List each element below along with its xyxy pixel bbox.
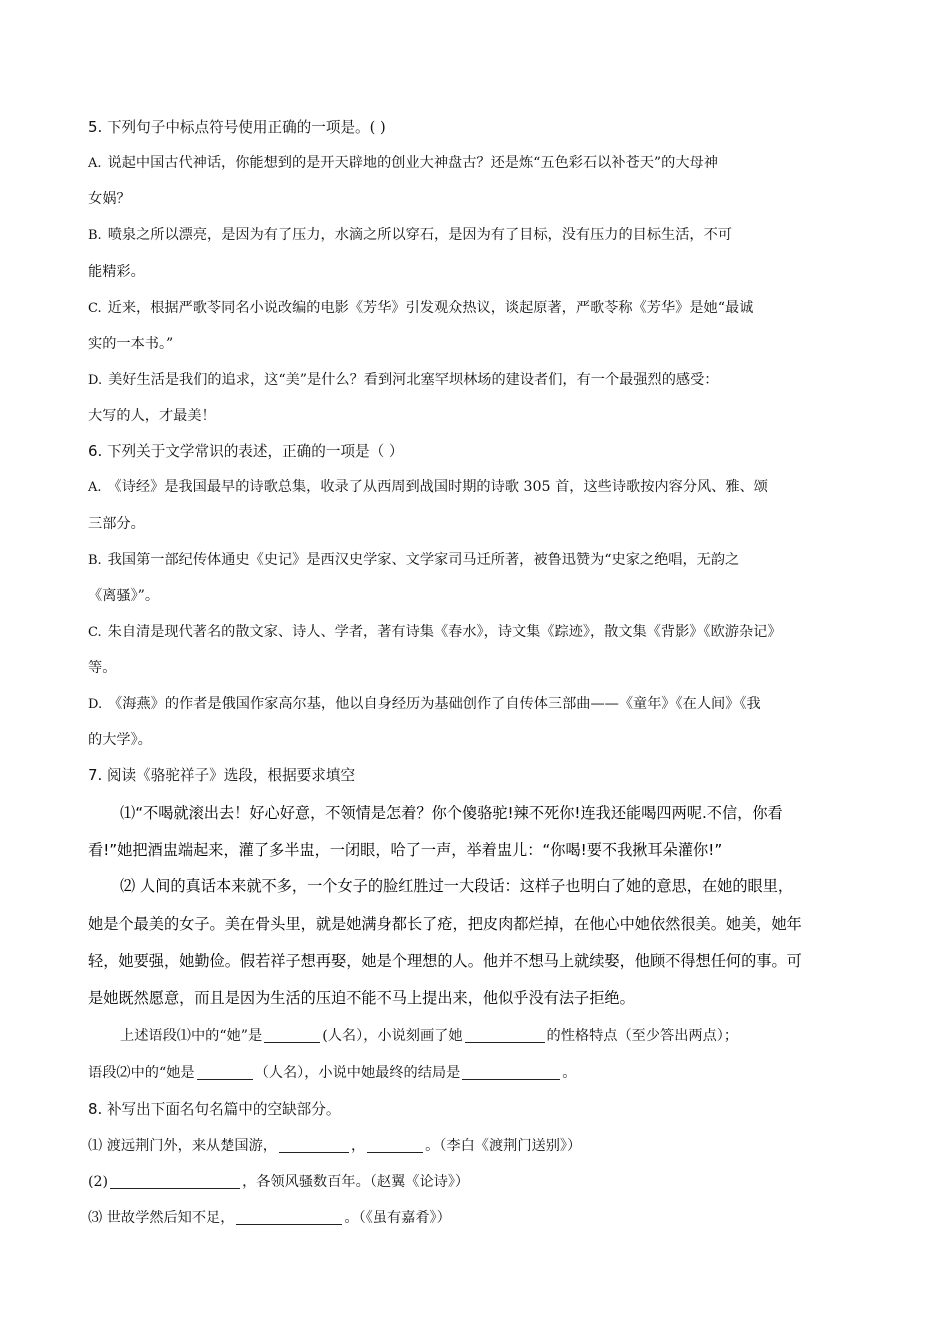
q8-line-1: ⑴ 渡远荆门外，来从楚国游， ， 。（李白《渡荆门送别》） [88,1138,582,1154]
passage-2-line-1: ⑵ 人间的真话本来就不多，一个女子的脸红胜过一大段话：这样子也明白了她的意思，在她的眼里， [120,877,794,895]
question-6-stem: 6. 下列关于文学常识的表述，正确的一项是（ ） [88,442,404,460]
passage-2-line-4: 是她既然愿意，而且是因为生活的压迫不能不马上提出来，他似乎没有法子拒绝。 [88,989,635,1007]
blank-name-1[interactable] [264,1028,320,1043]
q7-fill-line-1: 上述语段⑴中的“她”是 (人名），小说刻画了她 的性格特点（至少答出两点）； [120,1028,739,1044]
q6-option-a: A. 《诗经》是我国最早的诗歌总集，收录了从西周到战国时期的诗歌 305 首，这些诗歌按内容分风、雅、颂 [88,479,768,495]
q8-line-2: (2) ，各领风骚数百年。（赵翼《论诗》） [88,1174,470,1190]
q6-option-a-cont: 三部分。 [88,516,145,532]
question-5-stem: 5. 下列句子中标点符号使用正确的一项是。( ) [88,118,386,136]
q6-option-d: D. 《海燕》的作者是俄国作家高尔基，他以自身经历为基础创作了自传体三部曲——《童年》《在人间》《我 [88,696,761,712]
q7-fill-line-2: 语段⑵中的“她是 （人名），小说中她最终的结局是 。 [88,1065,577,1081]
q6-option-d-cont: 的大学》。 [88,732,152,748]
question-8-stem: 8. 补写出下面名句名篇中的空缺部分。 [88,1100,341,1118]
passage-1-line-2: 看!”她把酒盅端起来，灌了多半盅，一闭眼，哈了一声，举着盅儿：“你喝!要不我揪耳朵灌你!” [88,841,723,859]
q5-option-c-cont: 实的一本书。” [88,336,174,352]
blank-poem-1b[interactable] [367,1138,423,1153]
q5-option-a: A. 说起中国古代神话，你能想到的是开天辟地的创业大神盘古？还是炼“五色彩石以补苍天”的大母神 [88,155,718,171]
passage-2-line-3: 轻，她要强，她勤俭。假若祥子想再娶，她是个理想的人。他并不想马上就续娶，他顾不得想任何的事。可 [88,952,802,970]
q5-option-b: B. 喷泉之所以漂亮，是因为有了压力，水滴之所以穿石，是因为有了目标，没有压力的目标生活，不可 [88,227,732,243]
q6-option-b-cont: 《离骚》”。 [88,588,160,604]
q5-option-d: D. 美好生活是我们的追求，这“美”是什么？看到河北塞罕坝林场的建设者们，有一个最强烈的感受： [88,372,719,388]
blank-poem-1a[interactable] [279,1138,349,1153]
q6-option-b: B. 我国第一部纪传体通史《史记》是西汉史学家、文学家司马迁所著，被鲁迅赞为“史家之绝唱，无韵之 [88,552,740,568]
blank-poem-3[interactable] [236,1210,342,1225]
question-7-stem: 7. 阅读《骆驼祥子》选段，根据要求填空 [88,766,356,784]
q8-line-3: ⑶ 世故学然后知不足， 。（《虽有嘉肴》） [88,1210,451,1226]
q5-option-a-cont: 女娲？ [88,191,131,207]
blank-poem-2[interactable] [110,1174,240,1189]
blank-ending[interactable] [462,1065,560,1080]
passage-1-line-1: ⑴“不喝就滚出去！好心好意，不领情是怎着？你个傻骆驼!辣不死你!连我还能喝四两呢.不信，你看 [120,804,783,822]
blank-traits[interactable] [465,1028,545,1043]
q6-option-c-cont: 等。 [88,660,117,676]
q6-option-c: C. 朱自清是现代著名的散文家、诗人、学者，著有诗集《春水》，诗文集《踪迹》，散文集《背影》《欧游杂记》 [88,624,782,640]
q5-option-d-cont: 大写的人，才最美！ [88,408,216,424]
blank-name-2[interactable] [197,1065,253,1080]
passage-2-line-2: 她是个最美的女子。美在骨头里，就是她满身都长了疮，把皮肉都烂掉，在他心中她依然很美。她美，她年 [88,915,802,933]
q5-option-b-cont: 能精彩。 [88,264,145,280]
q5-option-c: C. 近来，根据严歌苓同名小说改编的电影《芳华》引发观众热议，谈起原著，严歌苓称《芳华》是她“最诚 [88,300,754,316]
